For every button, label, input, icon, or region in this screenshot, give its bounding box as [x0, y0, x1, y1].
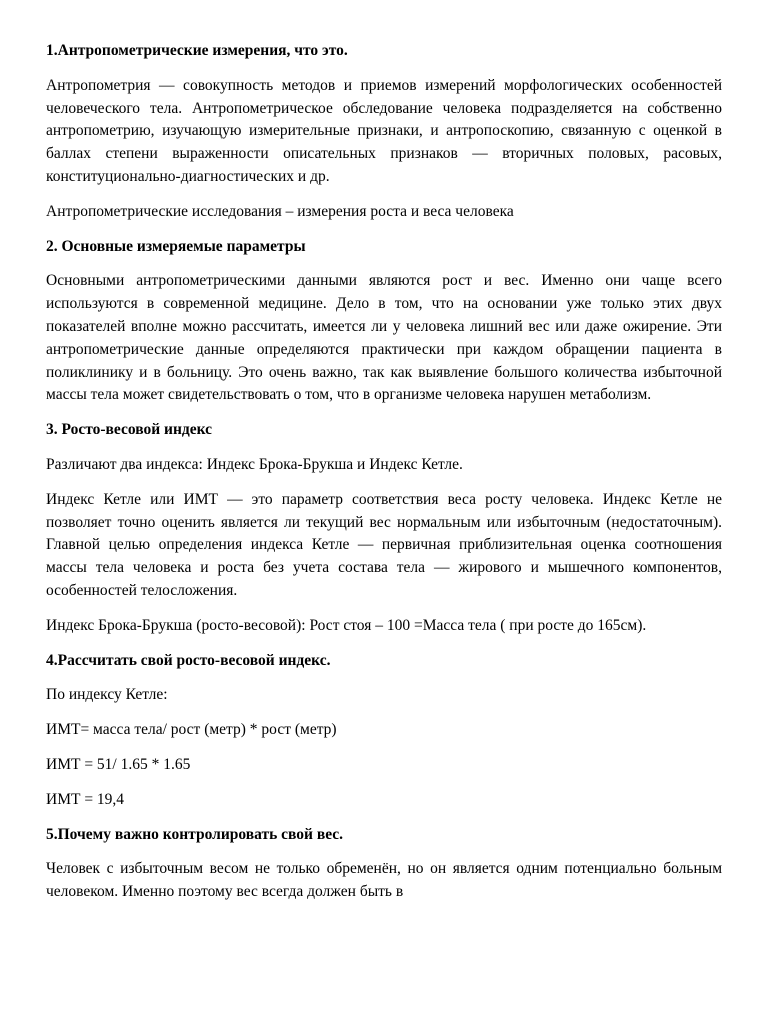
section-1-paragraph-2: Антропометрические исследования – измерения роста и веса человека: [46, 202, 514, 220]
section-4-formula: ИМТ= масса тела/ рост (метр) * рост (метр): [46, 721, 337, 739]
section-3-paragraph-1: Различают два индекса: Индекс Брока-Брукша и Индекс Кетле.: [46, 455, 463, 473]
section-4-result: ИМТ = 19,4: [46, 790, 125, 808]
section-4-heading: 4.Рассчитать свой росто-весовой индекс.: [46, 651, 331, 669]
section-2-heading: 2. Основные измеряемые параметры: [46, 237, 306, 255]
section-3-heading: 3. Росто-весовой индекс: [46, 421, 213, 439]
section-4-paragraph-1: По индексу Кетле:: [46, 686, 168, 704]
section-4-calculation: ИМТ = 51/ 1.65 * 1.65: [46, 755, 191, 773]
document-page: [46, 40, 722, 916]
section-5-heading: 5.Почему важно контролировать свой вес.: [46, 825, 344, 843]
section-3-paragraph-2: Индекс Кетле или ИМТ — это параметр соответствия веса росту человека. Индекс Кетле не позволяет точно оценить является ли текущий вес нормальным или избыточным (недостаточным). Главной целью определения индекса Кетле — первичная приблизительная оценка соотношения массы тела человека и роста без учета состава тела — жирового и мышечного компонентов, особенностей телосложения.: [46, 490, 722, 599]
section-2-paragraph-1: Основными антропометрическими данными являются рост и вес. Именно они чаще всего используются в современной медицине. Дело в том, что на основании уже только этих двух показателей вполне можно рассчитать, имеется ли у человека лишний вес или даже ожирение. Эти антропометрические данные определяются практически при каждом обращении пациента в поликлинику и в больницу. Это очень важно, так как выявление большого количества избыточной массы тела может свидетельствовать о том, что в организме человека нарушен метаболизм.: [46, 272, 722, 404]
section-3-paragraph-3: Индекс Брока-Брукша (росто-весовой): Рост стоя – 100 =Масса тела ( при росте до 165см).: [46, 616, 647, 634]
section-1-paragraph-1: Антропометрия — совокупность методов и приемов измерений морфологических особенностей человеческого тела. Антропометрическое обследование человека подразделяется на собственно антропометрию, изучающую измерительные признаки, и антропоскопию, связанную с оценкой в баллах степени выраженности описательных признаков — вторичных половых, расовых, конституционально-диагностических и др.: [46, 76, 722, 185]
section-1-heading: 1.Антропометрические измерения, что это.: [46, 42, 348, 59]
section-5-paragraph-1: Человек с избыточным весом не только обременён, но он является одним потенциально больным человеком. Именно поэтому вес всегда должен быть в: [46, 860, 722, 901]
